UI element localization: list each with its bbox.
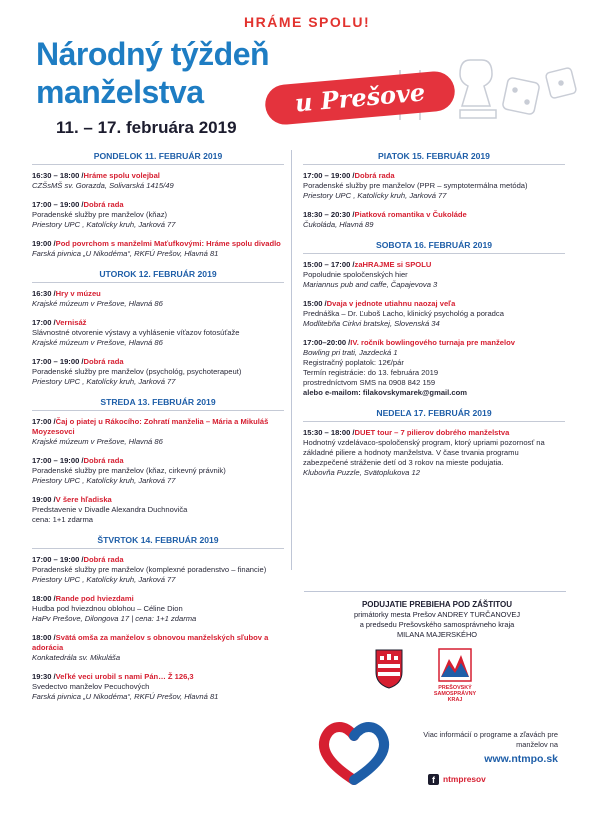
program-column-right [303,150,565,487]
event-place: Farská pivnica „U Nikodéma“, RKFÚ Prešov, Hlavná 81 [32,249,219,258]
event-title: Dobrá rada [83,456,124,465]
event-item [32,594,284,624]
event-place: Farská pivnica „U Nikodéma“, RKFÚ Prešov, Hlavná 81 [32,692,219,701]
event-time: 17:00 – 19:00 / [303,171,355,180]
event-email: alebo e-mailom: filakovskymarek@gmail.com [303,388,467,397]
event-title: Svätá omša za manželov s obnovou manželských sľubov a adorácia [32,633,269,652]
event-place: Priestory UPC , Katolícky kruh, Jarková 77 [32,476,176,485]
event-item [32,357,284,387]
event-title: Dobrá rada [83,357,124,366]
event-deadline: Termín registrácie: do 13. februára 2019 [303,368,439,377]
city-badge: u Prešove [264,70,457,126]
event-headline [32,318,284,328]
event-description: Poradenské služby pre manželov (kňaz) [32,210,168,219]
event-time: 18:00 / [32,594,56,603]
event-place: Modlitebňa Cirkvi bratskej, Slovenská 34 [303,319,440,328]
event-place: Bowling pri trati, Jazdecká 1 [303,348,398,357]
day-section [32,534,284,702]
day-section [303,407,565,478]
facebook-link[interactable] [428,774,486,785]
event-headline [32,555,284,565]
event-title: V šere hľadiska [55,495,112,504]
day-heading: PIATOK 15. FEBRUÁR 2019 [303,150,565,165]
event-item [32,417,284,447]
event-time: 16:30 / [32,289,56,298]
event-time: 19:00 / [32,495,56,504]
day-section [32,268,284,387]
header [0,0,590,140]
sponsor-block [306,600,568,640]
event-headline [32,456,284,466]
event-place: Krajské múzeum v Prešove, Hlavná 86 [32,338,163,347]
sponsor-line: primátorky mesta Prešov ANDREY TURČANOVEJ [353,610,521,619]
event-place: Čukoláda, Hlavná 89 [303,220,374,229]
event-item [32,672,284,702]
psk-logo-icon [437,647,473,683]
event-headline [303,210,565,220]
event-item [32,289,284,309]
event-title: Čaj o piatej u Rákocího: Zohratí manželia – Mária a Mikuláš Moyzesovci [32,417,269,436]
event-item [32,456,284,486]
event-headline [303,338,565,348]
event-title: Pod povrchom s manželmi Maťufkovými: Hráme spolu divadlo [55,239,281,248]
event-dates: 11. – 17. februára 2019 [56,118,237,137]
day-heading: UTOROK 12. FEBRUÁR 2019 [32,268,284,283]
event-time: 15:30 – 18:00 / [303,428,355,437]
tagline: HRÁME SPOLU! [244,14,371,30]
program-column-left [32,150,284,711]
event-place: Krajské múzeum v Prešove, Hlavná 86 [32,437,163,446]
event-item [303,171,565,201]
event-description: Poradenské služby pre manželov (komplexné poradenstvo – financie) [32,565,267,574]
event-description: Prednáška – Dr. Ľuboš Lacho, klinický psychológ a poradca [303,309,504,318]
sponsor-heading: PODUJATIE PREBIEHA POD ZÁŠTITOU [361,600,513,609]
title-line-1: Národný týždeň [36,36,270,72]
psk-logo-label: PREŠOVSKÝ SAMOSPRÁVNY KRAJ [433,685,477,703]
event-title: DUET tour – 7 pilierov dobrého manželstva [354,428,510,437]
event-title: Rande pod hviezdami [55,594,134,603]
event-place: Klubovňa Puzzle, Svätoplukova 12 [303,468,420,477]
event-item [303,260,565,290]
event-time: 17:00 – 19:00 / [32,357,84,366]
day-section [32,396,284,525]
event-item [32,318,284,348]
event-time: 15:00 – 17:00 / [303,260,355,269]
event-place: HaPv Prešove, Dilongova 17 | cena: 1+1 zdarma [32,614,197,623]
event-place: Priestory UPC , Katolícky kruh, Jarková 77 [32,377,176,386]
event-item [32,171,284,191]
event-description: Poradenské služby pre manželov (PPR – symptotermálna metóda) [303,181,528,190]
event-title: Vernisáž [55,318,87,327]
event-place: Mariannus pub and caffe, Čapajevova 3 [303,280,438,289]
event-item [303,299,565,329]
event-time: 17:00 – 19:00 / [32,555,84,564]
event-title: Dobrá rada [83,555,124,564]
event-place: Konkatedrála sv. Mikuláša [32,653,121,662]
event-description: Slávnostné otvorenie výstavy a vyhlásenie víťazov fotosúťaže [32,328,240,337]
presov-coat-of-arms-icon [374,648,404,690]
website-link[interactable]: www.ntmpo.sk [484,753,558,765]
event-description: Popoludnie spoločenských hier [303,270,408,279]
event-title: Hráme spolu volejbal [83,171,160,180]
event-description: Hudba pod hviezdnou oblohou – Céline Dion [32,604,183,613]
heart-logo-icon [316,718,392,788]
event-place: Priestory UPC , Katolícky kruh, Jarková 77 [32,575,176,584]
event-headline [32,594,284,604]
event-time: 17:00 – 19:00 / [32,456,84,465]
event-description: Poradenské služby pre manželov (psychológ, psychoterapeut) [32,367,242,376]
event-item [32,200,284,230]
event-headline [303,428,565,438]
day-heading: NEDEĽA 17. FEBRUÁR 2019 [303,407,565,422]
day-heading: SOBOTA 16. FEBRUÁR 2019 [303,239,565,254]
event-time: 19:30 / [32,672,56,681]
event-title: Dvaja v jednote utiahnu naozaj veľa [326,299,456,308]
event-headline [32,672,284,682]
event-title: Dobrá rada [83,200,124,209]
event-place: CZŠsMŠ sv. Gorazda, Solivarská 1415/49 [32,181,174,190]
event-time: 18:30 – 20:30 / [303,210,355,219]
event-item [303,338,565,398]
event-place: Priestory UPC , Katolícky kruh, Jarková 77 [303,191,447,200]
day-section [32,150,284,259]
event-reg: Registračný poplatok: 12€/pár [303,358,404,367]
day-section [303,150,565,230]
day-heading: STREDA 13. FEBRUÁR 2019 [32,396,284,411]
event-title: zaHRAJME si SPOLU [354,260,432,269]
event-headline [32,171,284,181]
event-headline [303,260,565,270]
title-line-2: manželstva [36,74,204,110]
info-text: Viac informácií o programe a zľavách pre manželov na [423,730,558,749]
event-description: Predstavenie v Divadle Alexandra Duchnoviča [32,505,188,514]
event-extra: cena: 1+1 zdarma [32,515,93,524]
column-divider [291,150,292,570]
event-sms: prostredníctvom SMS na 0908 842 159 [303,378,436,387]
event-title: Hry v múzeu [55,289,101,298]
event-title: Veľké veci urobil s nami Pán… Ž 126,3 [55,672,194,681]
day-section [303,239,565,398]
event-item [303,428,565,478]
day-heading: PONDELOK 11. FEBRUÁR 2019 [32,150,284,165]
event-title: IV. ročník bowlingového turnaja pre manželov [350,338,516,347]
event-item [32,633,284,663]
event-title: Piatková romantika v Čukoláde [354,210,467,219]
event-headline [32,239,284,249]
event-headline [32,289,284,299]
event-item [32,495,284,525]
event-headline [32,357,284,367]
event-item [32,239,284,259]
sponsor-line: MILANA MAJERSKÉHO [396,630,478,639]
event-headline [32,200,284,210]
facebook-handle: ntmpresov [443,774,486,784]
event-time: 18:00 / [32,633,56,642]
sponsor-line: a predsedu Prešovského samosprávneho kraja [359,620,515,629]
event-headline [32,633,284,653]
event-time: 17:00–20:00 / [303,338,351,347]
event-headline [303,299,565,309]
event-headline [32,495,284,505]
psk-logo [433,647,477,703]
event-time: 16:30 – 18:00 / [32,171,84,180]
event-item [303,210,565,230]
event-time: 15:00 / [303,299,327,308]
event-headline [32,417,284,437]
event-place: Krajské múzeum v Prešove, Hlavná 86 [32,299,163,308]
event-time: 19:00 / [32,239,56,248]
event-description: Poradenské služby pre manželov (kňaz, cirkevný právnik) [32,466,226,475]
event-time: 17:00 / [32,417,56,426]
sponsor-divider [304,591,566,592]
event-time: 17:00 – 19:00 / [32,200,84,209]
event-description: Svedectvo manželov Pecuchových [32,682,150,691]
facebook-icon: f [428,774,439,785]
event-time: 17:00 / [32,318,56,327]
event-title: Dobrá rada [354,171,395,180]
event-headline [303,171,565,181]
event-place: Priestory UPC , Katolícky kruh, Jarková 77 [32,220,176,229]
event-description: Hodnotný vzdelávaco-spoločenský program, ktorý upriami pozornosť na základné piliere a hodnoty manželstva. V čase trvania programu zabezpečené stráženie detí od 3 rokov na mieste podujatia. [303,438,545,467]
event-item [32,555,284,585]
day-heading: ŠTVRTOK 14. FEBRUÁR 2019 [32,534,284,549]
